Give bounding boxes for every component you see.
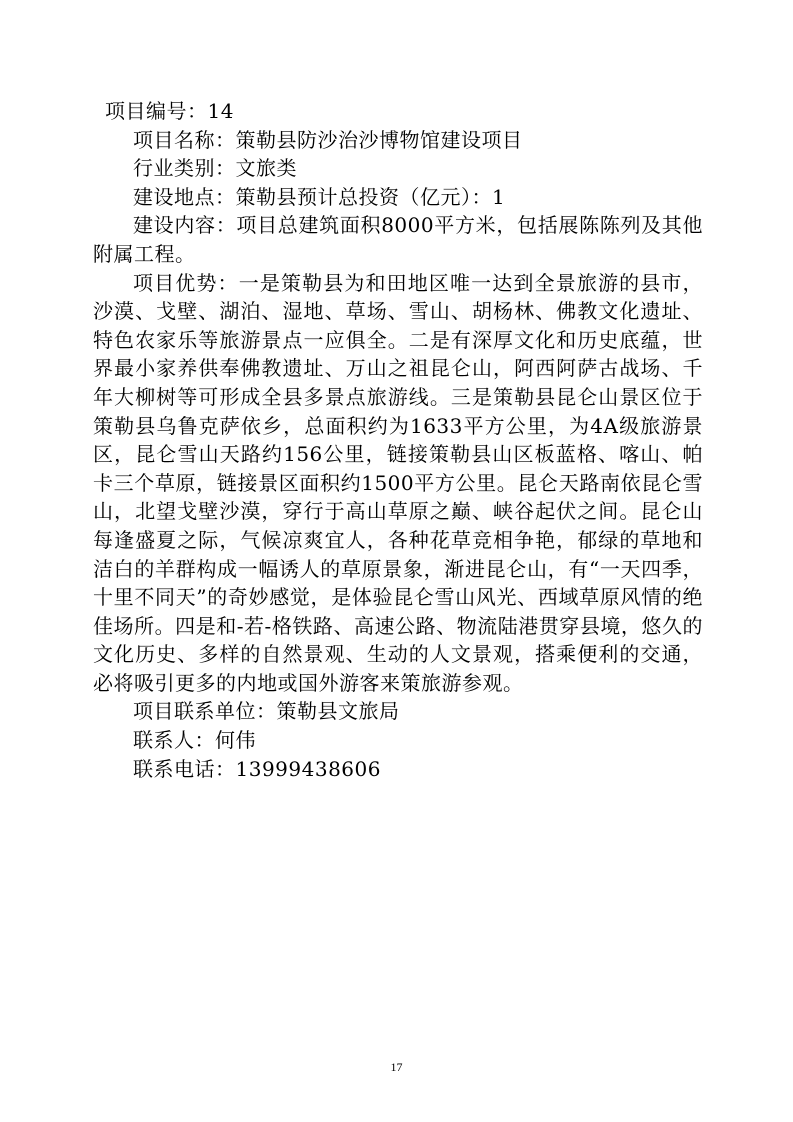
industry-label: 行业类别： <box>133 156 236 181</box>
industry-value: 文旅类 <box>235 156 297 181</box>
advantage-value: 一是策勒县为和田地区唯一达到全景旅游的县市，沙漠、戈壁、湖泊、湿地、草场、雪山、胡杨林、佛教文化遗址、特色农家乐等旅游景点一应俱全。二是有深厚文化和历史底蕴，世界最小家养供奉佛教遗址、万山之祖昆仑山，阿西阿萨古战场、千年大柳树等可形成全县多景点旅游线。三是策勒县昆仑山景区位于策勒县乌鲁克萨依乡，总面积约为1633平方公里，为4A级旅游景区，昆仑雪山天路约156公里，链接策勒县山区板蓝格、喀山、帕卡三个草原，链接景区面积约1500平方公里。昆仑天路南依昆仑雪山，北望戈壁沙漠，穿行于高山草原之巅、峡谷起伏之间。昆仑山每逢盛夏之际，气候凉爽宜人，各种花草竞相争艳，郁绿的草地和洁白的羊群构成一幅诱人的草原景象，渐进昆仑山，有“一天四季，十里不同天”的奇妙感觉，是体验昆仑雪山风光、西域草原风情的绝佳场所。四是和-若-格铁路、高速公路、物流陆港贯穿县境，悠久的文化历史、多样的自然景观、生动的人文景观，搭乘便利的交通，必将吸引更多的内地或国外游客来策旅游参观。 <box>93 270 704 695</box>
project-info <box>93 97 703 783</box>
contact-phone-value: 13999438606 <box>235 756 381 781</box>
contact-unit-value: 策勒县文旅局 <box>276 699 400 724</box>
construction-content-paragraph <box>93 211 703 268</box>
contact-person-value: 何伟 <box>215 728 256 753</box>
advantage-paragraph <box>93 269 703 698</box>
project-name-line <box>93 126 703 155</box>
contact-unit-line <box>93 697 703 726</box>
contact-phone-label: 联系电话： <box>133 756 236 781</box>
contact-unit-label: 项目联系单位： <box>133 699 277 724</box>
construction-content-label: 建设内容： <box>133 213 237 238</box>
contact-phone-line <box>93 755 703 784</box>
advantage-label: 项目优势： <box>133 270 239 295</box>
location-value: 策勒县预计总投资（亿元）：1 <box>235 184 506 209</box>
project-number-value: 14 <box>207 99 234 123</box>
industry-line <box>93 154 703 183</box>
contact-person-label: 联系人： <box>133 728 215 753</box>
contact-person-line <box>93 726 703 755</box>
project-name-label: 项目名称： <box>133 127 236 152</box>
location-label: 建设地点： <box>133 184 236 209</box>
project-name-value: 策勒县防沙治沙博物馆建设项目 <box>235 127 523 152</box>
construction-content-value: 项目总建筑面积8000平方米，包括展陈陈列及其他附属工程。 <box>93 213 703 266</box>
project-number-label: 项目编号： <box>105 99 208 123</box>
location-line <box>93 183 703 212</box>
project-number-line <box>93 97 703 126</box>
page-number: 17 <box>390 1060 403 1074</box>
